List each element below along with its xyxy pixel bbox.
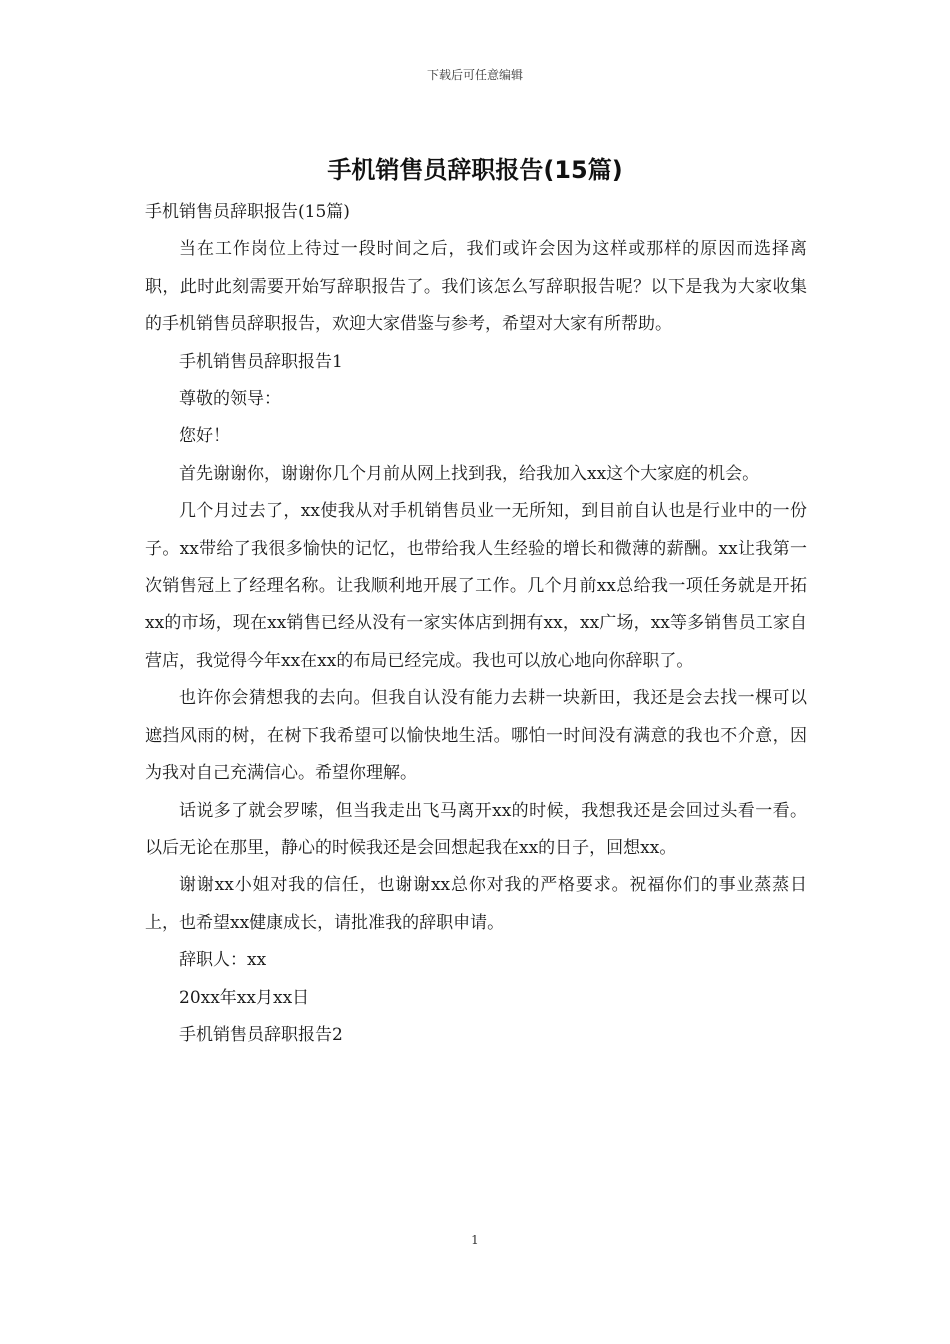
intro-paragraph: 当在工作岗位上待过一段时间之后，我们或许会因为这样或那样的原因而选择离职，此时此刻需要开始写辞职报告了。我们该怎么写辞职报告呢？以下是我为大家收集的手机销售员辞职报告，欢迎大家借鉴与参考，希望对大家有所帮助。: [145, 239, 807, 335]
page-number: 1: [471, 1233, 479, 1247]
greeting: 您好！: [179, 426, 230, 447]
signature-line: 辞职人：xx: [179, 950, 267, 971]
body-paragraph: 谢谢xx小姐对我的信任，也谢谢xx总你对我的严格要求。祝福你们的事业蒸蒸日上，也希望xx健康成长，请批准我的辞职申请。: [145, 875, 807, 933]
body-paragraph: 也许你会猜想我的去向。但我自认没有能力去耕一块新田，我还是会去找一棵可以遮挡风雨的树，在树下我希望可以愉快地生活。哪怕一时间没有满意的我也不介意，因为我对自己充满信心。希望你理解。: [145, 688, 807, 784]
subtitle-paragraph: 手机销售员辞职报告(15篇): [145, 202, 350, 222]
section-heading: 手机销售员辞职报告1: [179, 351, 343, 372]
document-title: 手机销售员辞职报告(15篇): [327, 156, 623, 184]
salutation: 尊敬的领导：: [179, 389, 281, 410]
document-body: [145, 194, 807, 1054]
date-line: 20xx年xx月xx日: [179, 987, 310, 1008]
page-header-note: 下载后可任意编辑: [426, 68, 523, 82]
body-paragraph: 几个月过去了，xx使我从对手机销售员业一无所知，到目前自认也是行业中的一份子。xx带给了我很多愉快的记忆，也带给我人生经验的增长和微薄的薪酬。xx让我第一次销售冠上了经理名称。让我顺利地开展了工作。几个月前xx总给我一项任务就是开拓xx的市场，现在xx销售已经从没有一家实体店到拥有xx，xx广场，xx等多销售员工家自营店，我觉得今年xx在xx的布局已经完成。我也可以放心地向你辞职了。: [145, 501, 807, 671]
body-paragraph: 话说多了就会罗嗦，但当我走出飞马离开xx的时候，我想我还是会回过头看一看。以后无论在那里，静心的时候我还是会回想起我在xx的日子，回想xx。: [145, 800, 807, 858]
body-paragraph: 首先谢谢你，谢谢你几个月前从网上找到我，给我加入xx这个大家庭的机会。: [179, 463, 760, 484]
section-heading: 手机销售员辞职报告2: [179, 1024, 343, 1045]
